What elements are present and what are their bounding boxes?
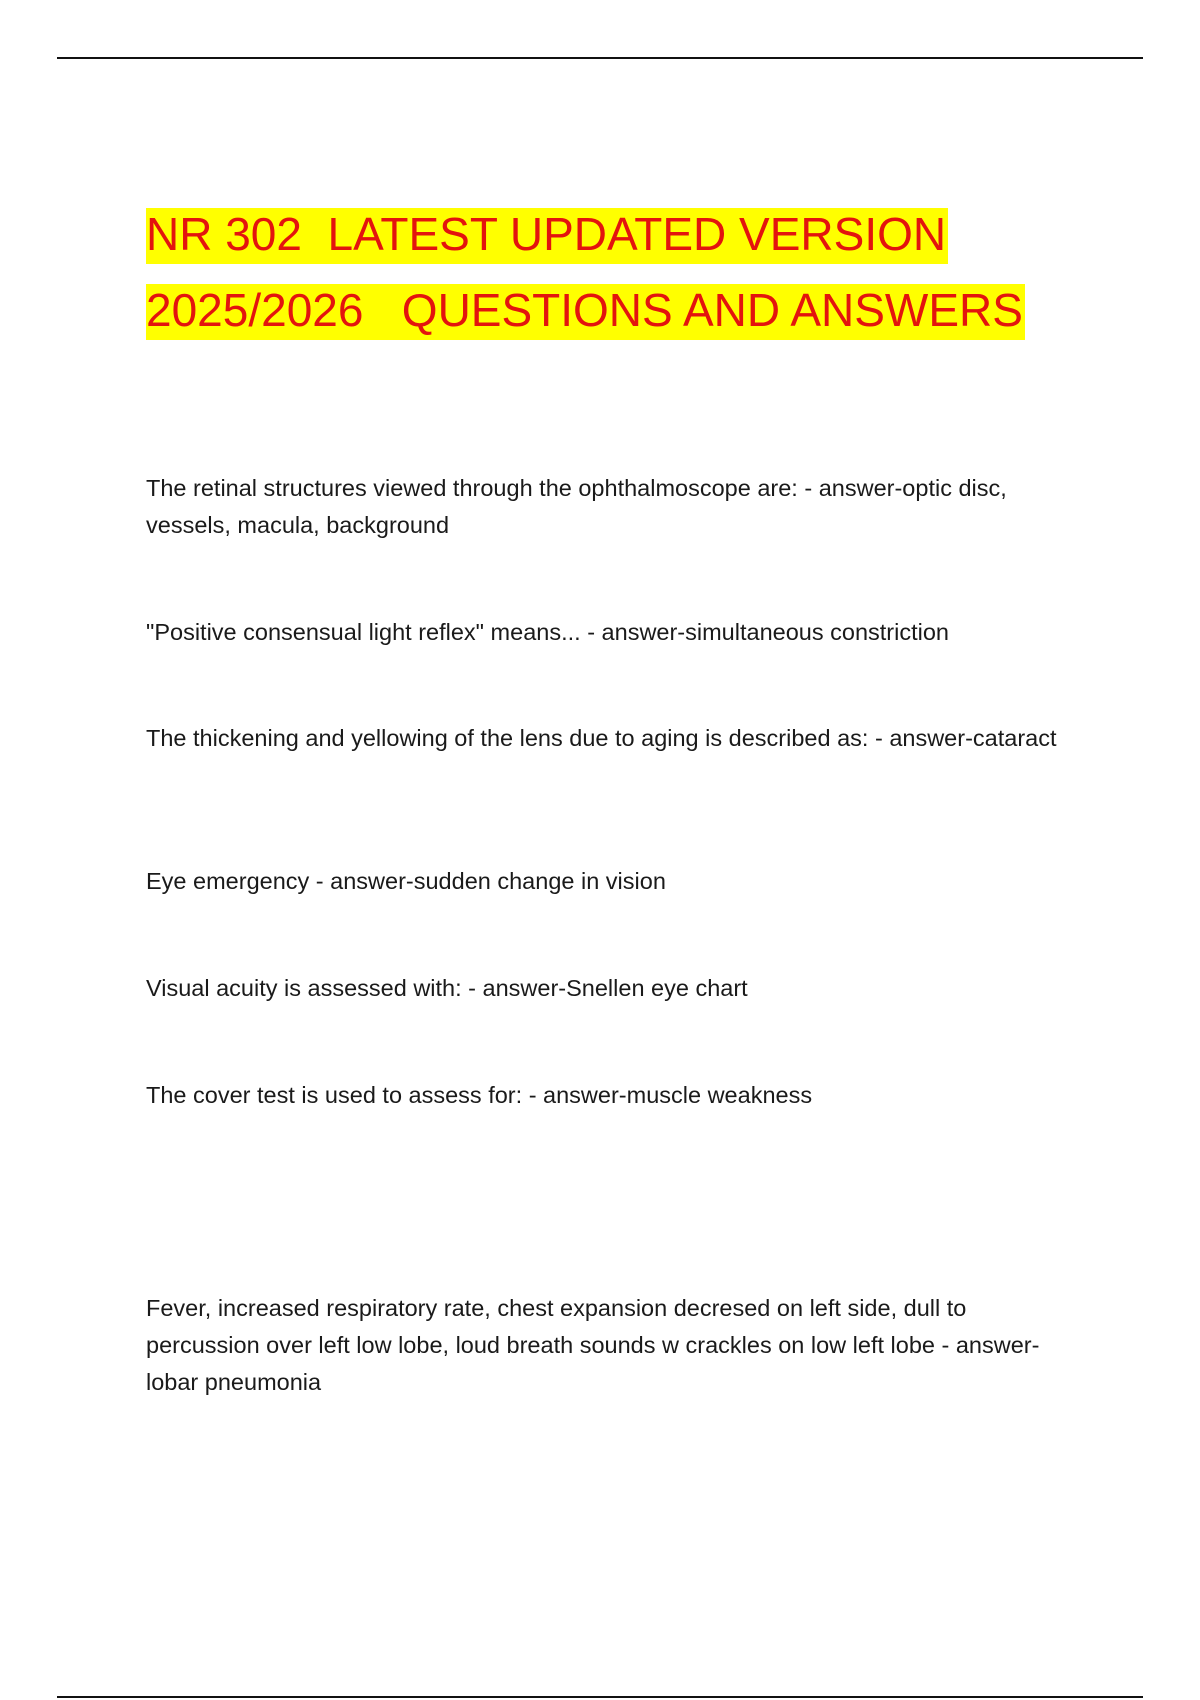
qa-item-lens-aging: The thickening and yellowing of the lens due to aging is described as: - answer-cataract	[146, 725, 1057, 751]
qa-item-lobar-pneumonia: Fever, increased respiratory rate, chest expansion decresed on left side, dull to percussion over left low lobe, loud breath sounds w crackles on low left lobe - answer-lobar pneumonia	[146, 1295, 1040, 1395]
header-rule	[57, 57, 1143, 59]
qa-item-consensual-light-reflex: "Positive consensual light reflex" means... - answer-simultaneous constriction	[146, 619, 949, 645]
document-title	[146, 196, 1146, 348]
qa-item-retinal-structures: The retinal structures viewed through the ophthalmoscope are: - answer-optic disc, vessels, macula, background	[146, 475, 1007, 538]
qa-item-visual-acuity: Visual acuity is assessed with: - answer-Snellen eye chart	[146, 975, 748, 1001]
footer-rule	[57, 1696, 1143, 1698]
document-title-line-2: 2025/2026 QUESTIONS AND ANSWERS	[146, 284, 1025, 340]
qa-item-cover-test: The cover test is used to assess for: - answer-muscle weakness	[146, 1082, 813, 1108]
document-title-line-1: NR 302 LATEST UPDATED VERSION	[146, 208, 948, 264]
qa-item-eye-emergency: Eye emergency - answer-sudden change in vision	[146, 868, 666, 894]
